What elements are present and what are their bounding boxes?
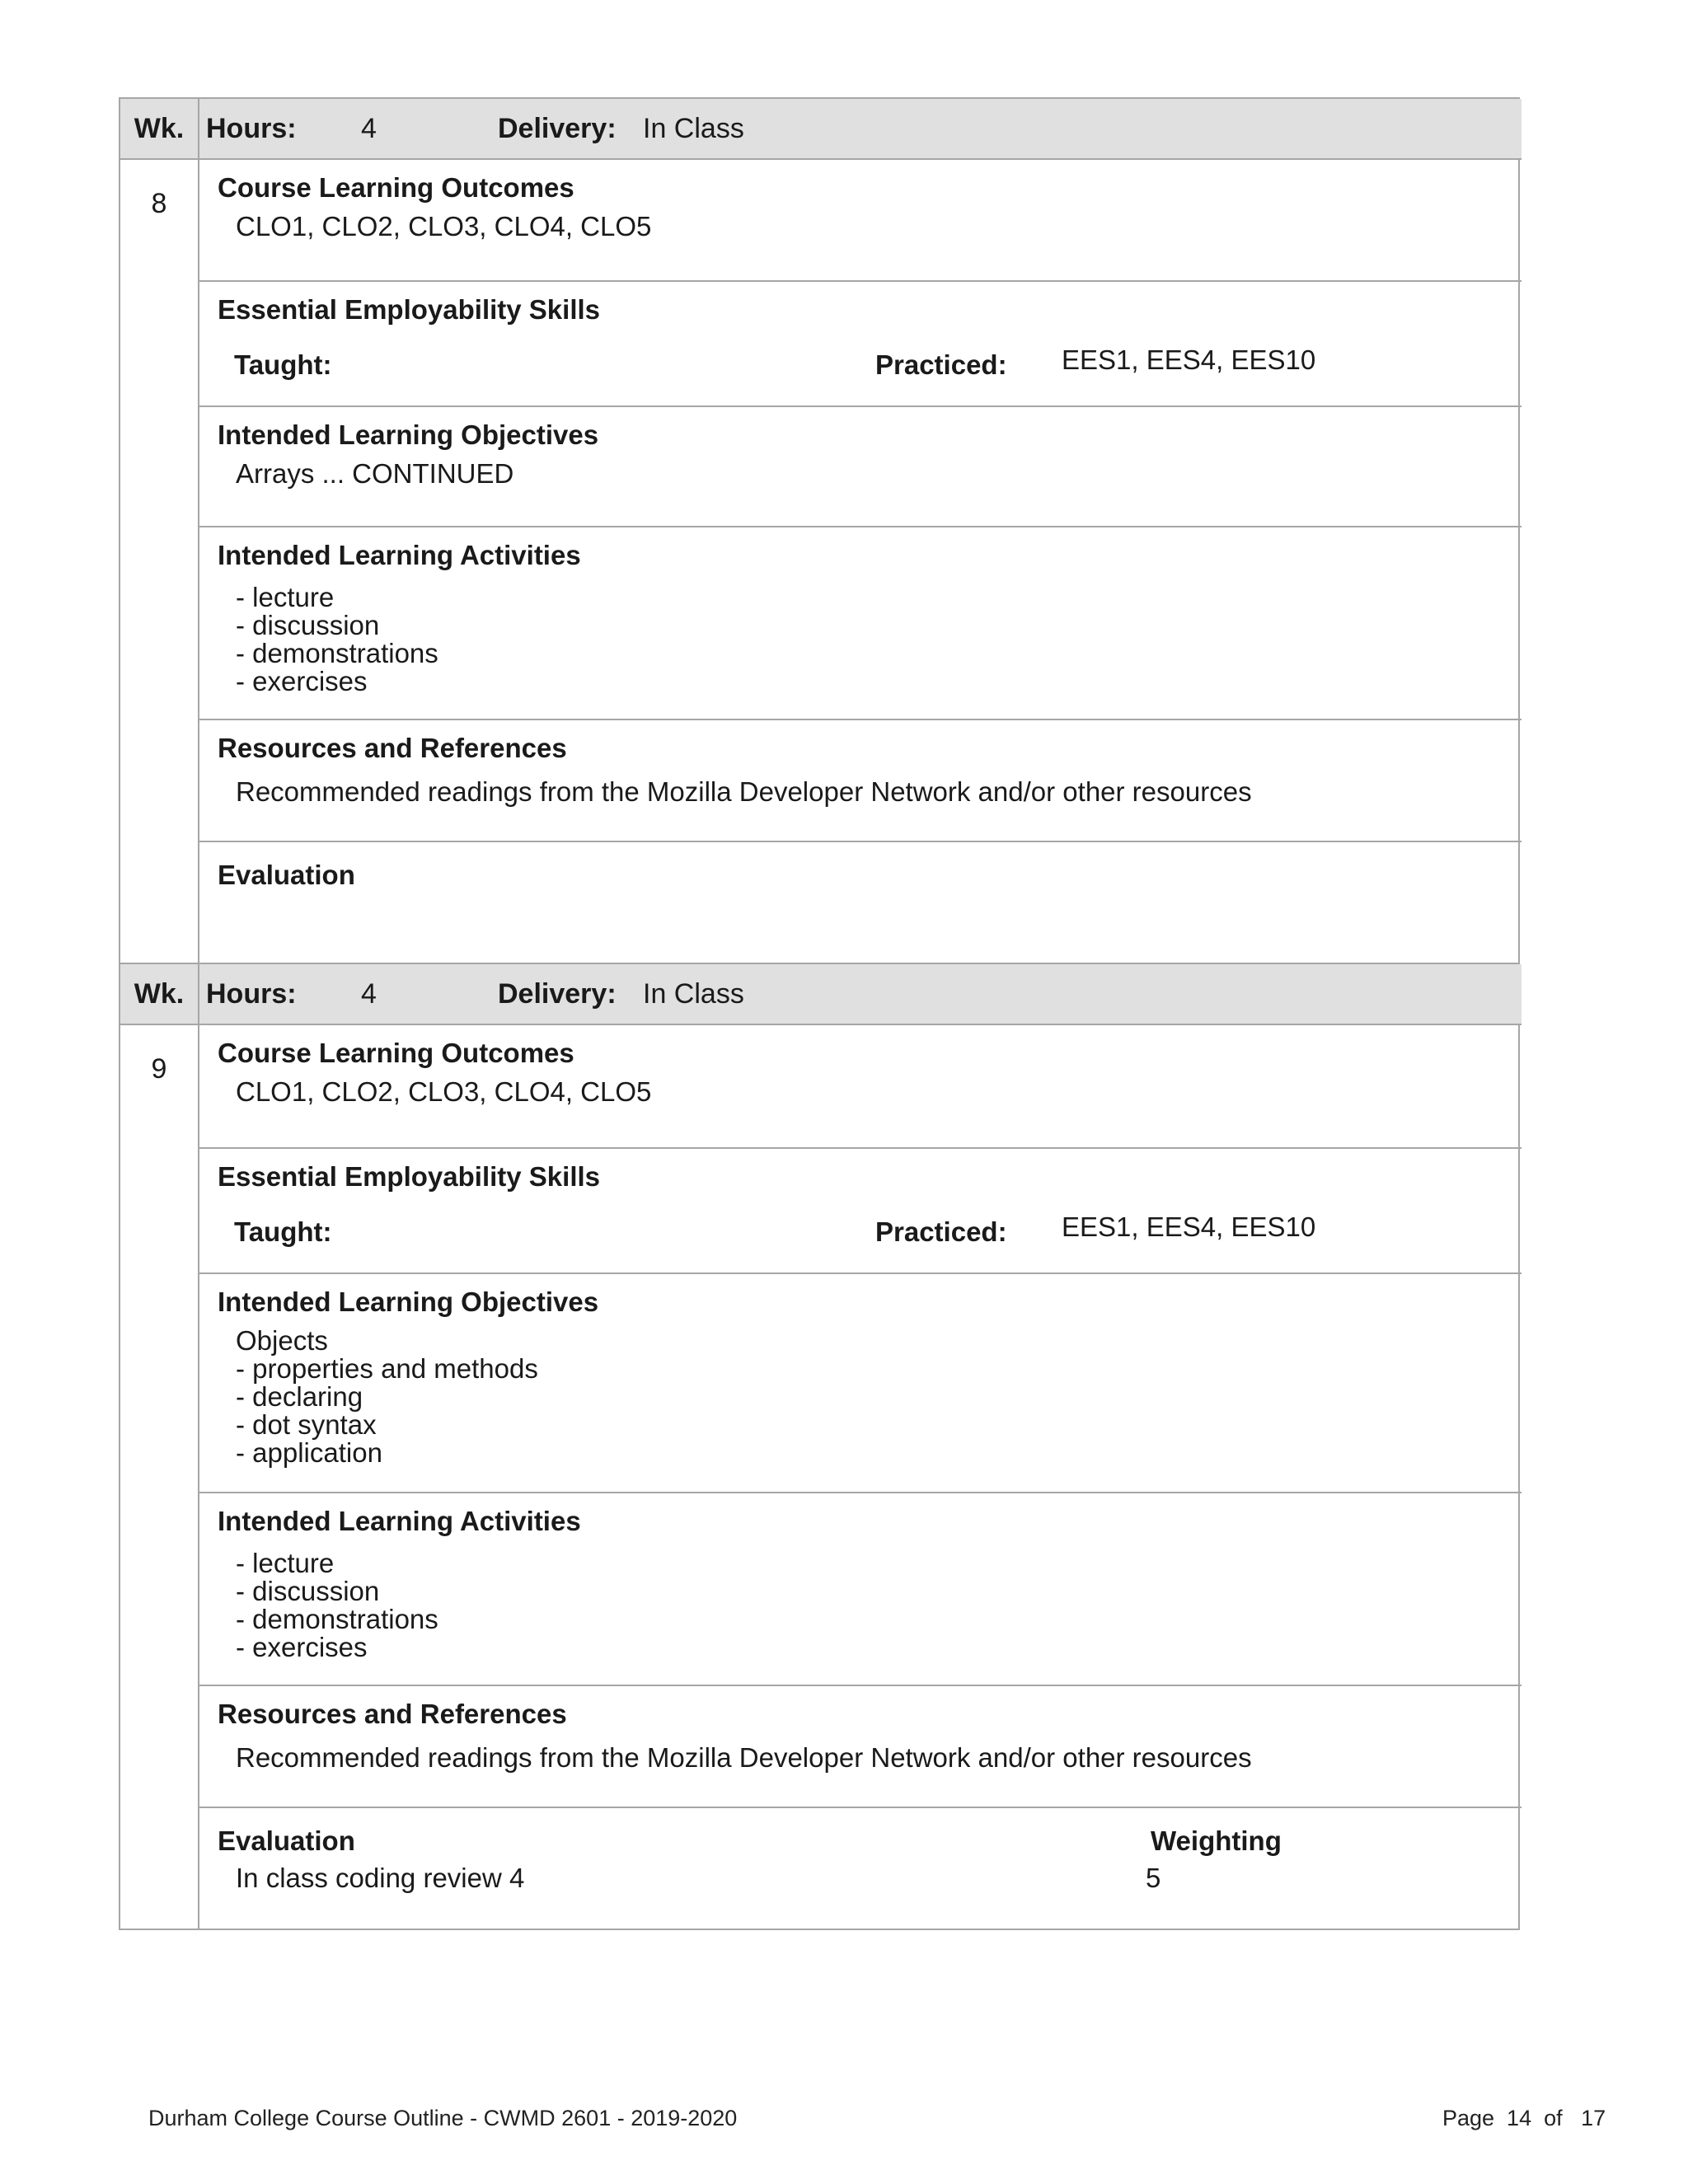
practiced-label: Practiced: [875,1216,1007,1247]
week-number: 9 [120,1025,199,1929]
ila-body: - lecture - discussion - demonstrations - exercises [236,582,438,696]
week-header-info [199,99,1522,160]
evaluation-row [218,1863,1503,1896]
ila-section [199,1493,1522,1686]
ila-body: - lecture - discussion - demonstrations - exercises [236,1548,438,1662]
ila-section [199,527,1522,720]
weighting-title: Weighting [1151,1825,1282,1856]
week-sections [199,160,1522,963]
evaluation-item: In class coding review 4 [236,1863,525,1893]
ila-title: Intended Learning Activities [218,1506,581,1536]
clo-section [199,1025,1522,1149]
evaluation-title: Evaluation [218,860,355,890]
delivery-label: Delivery: [498,977,617,1010]
practiced-value: EES1, EES4, EES10 [1062,344,1316,375]
ila-title: Intended Learning Activities [218,540,581,570]
hours-value: 4 [361,977,377,1010]
resources-title: Resources and References [218,733,567,763]
footer-page-number: Page 14 of 17 [1442,2106,1606,2130]
evaluation-section [199,842,1522,963]
delivery-value: In Class [643,112,744,144]
ees-section [199,282,1522,407]
clo-body: CLO1, CLO2, CLO3, CLO4, CLO5 [236,1076,652,1107]
taught-label: Taught: [234,1216,332,1247]
week-header-label: Wk. [120,964,199,1025]
clo-section [199,160,1522,282]
week-sections [199,1025,1522,1929]
footer-course-title: Durham College Course Outline - CWMD 2601 - 2019-2020 [148,2106,738,2130]
practiced-label: Practiced: [875,349,1007,380]
week-8-table [119,97,1520,964]
delivery-label: Delivery: [498,112,617,144]
ees-row [218,338,1503,387]
ees-title: Essential Employability Skills [218,294,601,325]
clo-body: CLO1, CLO2, CLO3, CLO4, CLO5 [236,211,652,241]
resources-title: Resources and References [218,1699,567,1729]
resources-section [199,1686,1522,1808]
ees-section [199,1149,1522,1274]
ilo-body: Arrays ... CONTINUED [236,458,514,489]
evaluation-title: Evaluation [218,1825,355,1856]
evaluation-section [199,1808,1522,1929]
week-number: 8 [120,160,199,963]
resources-section [199,720,1522,842]
week-9-table [119,963,1520,1930]
taught-label: Taught: [234,349,332,380]
clo-title: Course Learning Outcomes [218,1038,574,1068]
ilo-section [199,1274,1522,1493]
ilo-section [199,407,1522,527]
resources-body: Recommended readings from the Mozilla Developer Network and/or other resources [236,1742,1252,1773]
hours-label: Hours: [206,977,297,1010]
hours-value: 4 [361,112,377,144]
delivery-value: In Class [643,977,744,1010]
week-header-label: Wk. [120,99,199,160]
hours-label: Hours: [206,112,297,144]
ilo-title: Intended Learning Objectives [218,1286,599,1317]
ees-row [218,1205,1503,1254]
ilo-body: Objects - properties and methods - declaring - dot syntax - application [236,1325,538,1468]
resources-body: Recommended readings from the Mozilla Developer Network and/or other resources [236,776,1252,807]
ees-title: Essential Employability Skills [218,1161,601,1192]
ilo-title: Intended Learning Objectives [218,419,599,450]
practiced-value: EES1, EES4, EES10 [1062,1212,1316,1242]
week-header-info [199,964,1522,1025]
evaluation-weight: 5 [1146,1863,1161,1893]
clo-title: Course Learning Outcomes [218,172,574,203]
